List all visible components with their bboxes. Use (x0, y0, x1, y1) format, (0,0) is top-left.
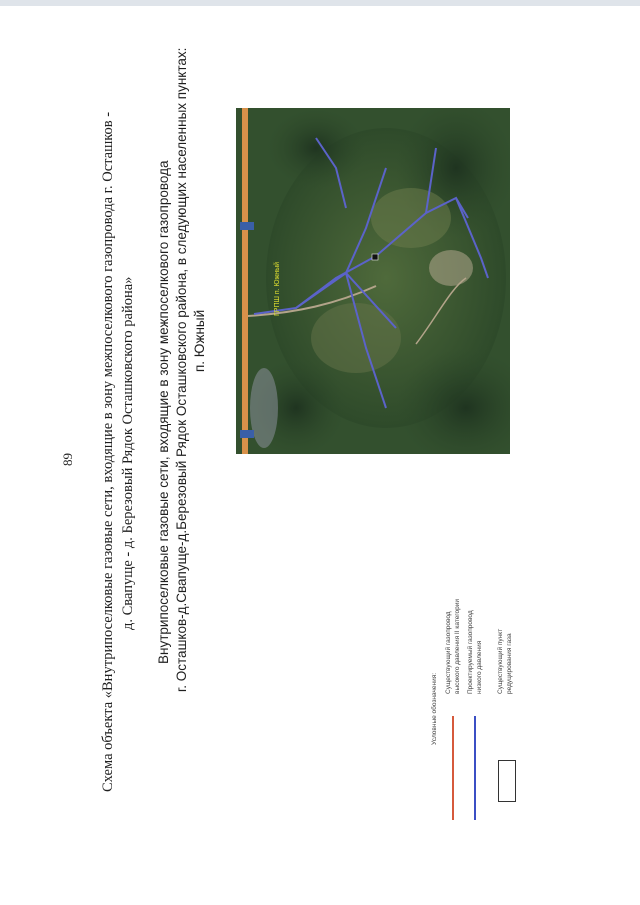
document-title-line-1: Схема объекта «Внутрипоселковые газовые сети, входящие в зону межпоселкового газопровода г. Осташков - (100, 111, 116, 792)
legend-box-gas-reduction-point (498, 760, 516, 802)
legend-item-2-line-2: низкого давления (476, 640, 483, 694)
legend-item-3-line-2: редуцирования газа (506, 633, 513, 694)
section-title-line-2: г. Осташков-д.Свапуще-д.Березовый Рядок Осташковского района, в следующих населенных пунктах: (174, 47, 189, 692)
document-title-line-2: д. Свапуще - д. Березовый Рядок Осташковского района» (120, 276, 136, 630)
legend-line-low-pressure (474, 716, 476, 820)
grpsh-point-label: ГРПШ п. Южный (274, 261, 281, 316)
page-top-edge (0, 0, 640, 6)
section-title-line-1: Внутрипоселковые газовые сети, входящие в зону межпоселкового газопровода (156, 160, 171, 664)
legend-line-high-pressure (452, 716, 454, 820)
road-sign-top (240, 222, 254, 230)
legend-item-2-line-1: Проектируемый газопровод (467, 610, 474, 694)
legend-title: Условные обозначения: (431, 672, 438, 745)
section-title-line-3: п. Южный (192, 309, 207, 372)
legend-item-1-line-1: Существующий газопровод (445, 611, 452, 694)
main-road (242, 108, 248, 454)
road-sign-bottom (240, 430, 254, 438)
legend-item-1-line-2: высокого давления II категории (454, 598, 461, 694)
grpsh-marker (372, 254, 378, 260)
legend-item-3-line-1: Существующий пункт (497, 628, 504, 694)
page-number: 89 (60, 453, 75, 466)
